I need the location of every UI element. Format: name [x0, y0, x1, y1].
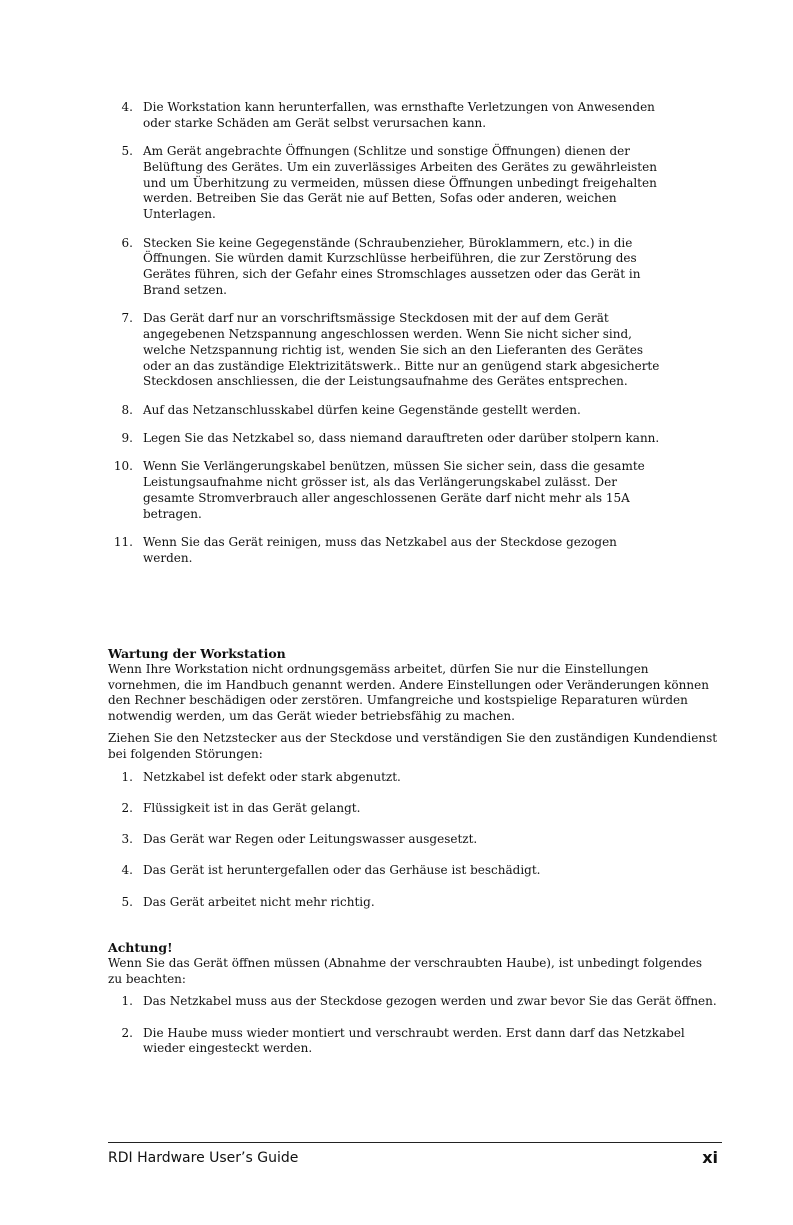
item-text: Das Gerät ist heruntergefallen oder das Gerhäuse ist beschädigt. [143, 863, 541, 878]
item-number: 9. [121, 431, 133, 446]
list-item [108, 832, 718, 848]
item-number: 11. [113, 535, 133, 550]
item-text: Netzkabel ist defekt oder stark abgenutzt. [143, 769, 401, 784]
section-heading: Achtung! [108, 940, 173, 955]
list-item [108, 431, 668, 447]
fault-list [108, 770, 718, 911]
item-number: 1. [121, 769, 133, 784]
item-number: 1. [121, 994, 133, 1009]
item-number: 2. [121, 800, 133, 815]
item-text: Das Gerät war Regen oder Leitungswasser ausgesetzt. [143, 832, 478, 847]
item-number: 10. [113, 459, 133, 474]
list-item [108, 100, 668, 132]
list-item [108, 863, 718, 879]
item-text: Die Workstation kann herunterfallen, was ernsthafte Verletzungen von Anwesenden oder starke Schäden am Gerät selbst verursachen kann. [143, 100, 655, 130]
wartung-section [108, 646, 718, 926]
list-item [108, 1026, 718, 1058]
item-text: Wenn Sie Verlängerungskabel benützen, müssen Sie sicher sein, dass die gesamte Leistungsaufnahme nicht grösser ist, als das Verlängerungskabel zulässt. Der gesamte Stromverbrauch aller angeschlossenen Geräte darf nicht mehr als 15A betragen. [143, 459, 645, 521]
list-item [108, 403, 668, 419]
achtung-section [108, 940, 718, 1073]
item-number: 8. [121, 402, 133, 417]
opening-list [108, 994, 718, 1057]
page-number: xi [702, 1148, 718, 1167]
item-number: 3. [121, 832, 133, 847]
list-item [108, 994, 718, 1010]
item-number: 5. [121, 144, 133, 159]
item-number: 5. [121, 894, 133, 909]
safety-list [108, 100, 668, 579]
item-number: 2. [121, 1025, 133, 1040]
item-number: 4. [121, 100, 133, 114]
item-text: Stecken Sie keine Gegegenstände (Schraubenzieher, Büroklammern, etc.) in die Öffnungen. Sie würden damit Kurzschlüsse herbeiführen, die zur Zerstörung des Gerätes führen, sich der Gefahr eines Stromschlages aussetzen oder das Gerät in Brand setzen. [143, 235, 641, 297]
footer-divider [108, 1142, 722, 1143]
item-text: Das Netzkabel muss aus der Steckdose gezogen werden und zwar bevor Sie das Gerät öffnen. [143, 994, 717, 1009]
item-number: 4. [121, 863, 133, 878]
footer-title: RDI Hardware User’s Guide [108, 1150, 299, 1166]
item-text: Das Gerät arbeitet nicht mehr richtig. [143, 894, 375, 909]
list-item [108, 236, 668, 299]
list-item [108, 311, 668, 390]
item-text: Auf das Netzanschlusskabel dürfen keine Gegenstände gestellt werden. [143, 402, 581, 417]
item-text: Wenn Sie das Gerät reinigen, muss das Netzkabel aus der Steckdose gezogen werden. [143, 535, 617, 565]
paragraph: Ziehen Sie den Netzstecker aus der Steckdose und verständigen Sie den zuständigen Kundendienst bei folgenden Störungen: [108, 730, 718, 761]
item-text: Am Gerät angebrachte Öffnungen (Schlitze und sonstige Öffnungen) dienen der Belüftung des Gerätes. Um ein zuverlässiges Arbeiten des Gerätes zu gewährleisten und um Überhitzung zu vermeiden, müssen diese Öffnungen unbedingt freigehalten werden. Betreiben Sie das Gerät nie auf Betten, Sofas oder anderen, weichen Unterlagen. [143, 144, 657, 222]
item-text: Legen Sie das Netzkabel so, dass niemand darauftreten oder darüber stolpern kann. [143, 431, 660, 446]
item-number: 7. [121, 311, 133, 326]
section-heading: Wartung der Workstation [108, 646, 286, 661]
list-item [108, 459, 668, 522]
item-text: Das Gerät darf nur an vorschriftsmässige Steckdosen mit der auf dem Gerät angegebenen Netzspannung angeschlossen werden. Wenn Sie nicht sicher sind, welche Netzspannung richtig ist, wenden Sie sich an den Lieferanten des Gerätes oder an das zuständige Elektrizitätswerk.. Bitte nur an genügend stark abgesicherte Steckdosen anschliessen, die der Leistungsaufnahme des Gerätes entsprechen. [143, 311, 660, 389]
item-text: Die Haube muss wieder montiert und verschraubt werden. Erst dann darf das Netzkabel wieder eingesteckt werden. [143, 1025, 685, 1056]
list-item [108, 895, 718, 911]
paragraph: Wenn Ihre Workstation nicht ordnungsgemäss arbeitet, dürfen Sie nur die Einstellungen vornehmen, die im Handbuch genannt werden. Andere Einstellungen oder Veränderungen können den Rechner beschädigen oder zerstören. Umfangreiche und kostspielige Reparaturen würden notwendig werden, um das Gerät wieder betriebsfähig zu machen. [108, 661, 709, 724]
item-number: 6. [121, 235, 133, 250]
list-item [108, 801, 718, 817]
list-item [108, 535, 668, 567]
paragraph: Wenn Sie das Gerät öffnen müssen (Abnahme der verschraubten Haube), ist unbedingt folgendes zu beachten: [108, 955, 703, 986]
list-item [108, 770, 718, 786]
list-item [108, 144, 668, 223]
item-text: Flüssigkeit ist in das Gerät gelangt. [143, 800, 361, 815]
